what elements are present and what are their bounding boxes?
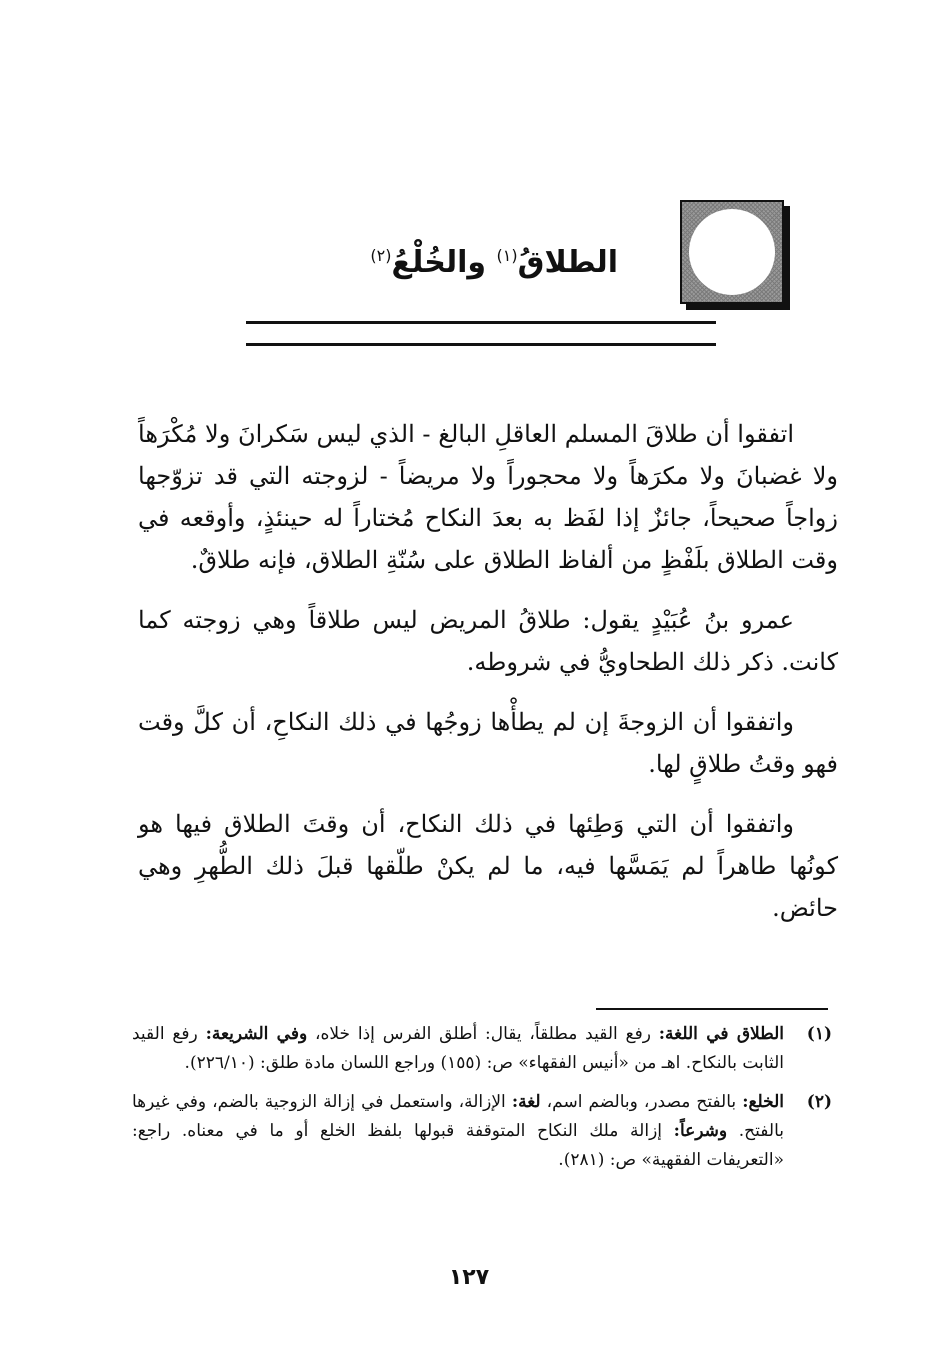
chapter-title-part1: الطلاقُ <box>517 245 618 280</box>
footnote-term: وشرعاً: <box>673 1121 728 1141</box>
paragraph: واتفقوا أن الزوجةَ إن لم يطأْها زوجُها في ذلك النكاحِ، أن كلَّ وقت فهو وقتُ طلاقٍ لها. <box>138 708 838 778</box>
paragraph: واتفقوا أن التي وَطِئها في ذلك النكاح، أن وقتَ الطلاق فيها هو كونُها طاهراً لم يَمَسَّها فيه، ما لم يكنْ طلّقها قبلَ ذلك الطُّهرِ وهي حائض. <box>138 810 838 922</box>
footnote-number: (٢) <box>806 1092 832 1112</box>
footnote-1 <box>132 1020 832 1078</box>
footnote-number: (١) <box>806 1024 832 1044</box>
footnote-text: رفع القيد الثابت بالنكاح. اهـ من «أنيس الفقهاء» ص: (١٥٥) وراجع اللسان مادة طلق: (٢٢٦/١٠). <box>132 1024 784 1073</box>
paragraph: اتفقوا أن طلاقَ المسلم العاقلِ البالغ - الذي ليس سَكرانَ ولا مُكْرَهاً ولا غضبانَ ولا مكرَهاً ولا محجوراً ولا مريضاً - لزوجته التي قد تزوّجها زواجاً صحيحاً، جائزٌ إذا لفَظ به بعدَ النكاح مُختاراً له حينئذٍ، وأوقعه في وقت الطلاق بلَفْظٍ من ألفاظ الطلاق على سُنّةِ الطلاق، فإنه طلاقٌ. <box>138 420 838 574</box>
footnote-term: لغة: <box>511 1092 541 1112</box>
footnote-divider <box>596 1008 828 1010</box>
chapter-footnote-ref-1[interactable]: (١) <box>496 246 518 265</box>
ornament-disc <box>689 209 775 295</box>
paragraph: عمرو بنُ عُبَيْدٍ يقول: طلاقُ المريض ليس طلاقاً وهي زوجته كما كانت. ذكر ذلك الطحاويُّ في شروطه. <box>138 606 838 676</box>
title-divider-top <box>246 321 716 324</box>
main-text <box>138 413 838 947</box>
chapter-footnote-ref-2[interactable]: (٢) <box>370 246 392 265</box>
footnote-text: بالفتح مصدر، وبالضم اسم، <box>540 1092 743 1112</box>
footnote-2 <box>132 1088 832 1175</box>
footnote-text: إزالة ملك النكاح المتوقفة قبولها بلفظ الخلع أو ما في معناه. راجع: «التعريفات الفقهية» ص: (٢٨١). <box>132 1121 784 1170</box>
footnote-term: الطلاق في اللغة: <box>658 1024 785 1044</box>
chapter-ornament-icon <box>680 200 784 304</box>
footnote-text: الإزالة، واستعمل في إزالة الزوجية بالضم، وفي غيرها بالفتح. <box>132 1092 784 1141</box>
footnote-term: وفي الشريعة: <box>205 1024 308 1044</box>
page-number: ١٢٧ <box>448 1265 490 1290</box>
footnote-text: رفع القيد مطلقاً، يقال: أطلق الفرس إذا خلاه، <box>307 1024 659 1044</box>
chapter-title-part2: والخُلْعُ <box>391 245 487 280</box>
title-divider-bottom <box>246 343 716 346</box>
chapter-title <box>370 245 618 280</box>
footnotes <box>132 1020 832 1185</box>
footnote-term: الخلع: <box>742 1092 785 1112</box>
